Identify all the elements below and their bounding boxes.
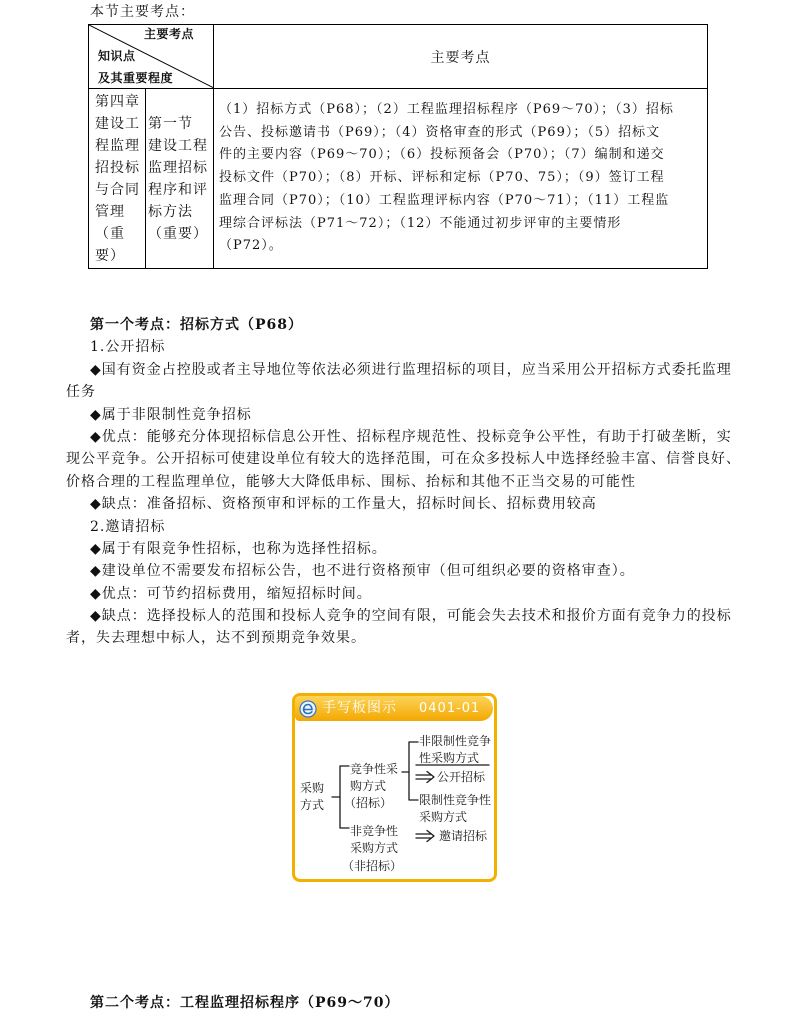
diagram-canvas [292, 693, 497, 882]
chapter-line: 建设工 [95, 115, 140, 132]
paragraph-line: ◆缺点：准备招标、资格预审和评标的工作量大，招标时间长、招标费用较高 [90, 496, 597, 513]
diagram-brace-competitive [402, 742, 418, 800]
diagram-restricted-label: 限制性竞争性 [419, 793, 492, 807]
key-points-line: 理综合评标法（P71～72）；（12）不能通过初步评审的主要情形 [219, 215, 622, 231]
chapter-line: 第四章 [95, 93, 140, 110]
chapter-line: 要） [95, 247, 125, 264]
key-points-line: （1）招标方式（P68）；（2）工程监理招标程序（P69～70）；（3）招标 [219, 101, 674, 117]
chapter-line: 程监理 [95, 137, 140, 154]
key-points-cell [214, 89, 708, 269]
diagram-root-label: 方式 [300, 798, 325, 812]
paragraph-line: ◆优点：能够充分体现招标信息公开性、招标程序规范性、投标竞争公平性，有助于打破垄断，实 [90, 428, 732, 445]
paragraph-line: ◆优点：可节约招标费用，缩短招标时间。 [90, 585, 372, 602]
subheading-open-tender: 1.公开招标 [90, 339, 166, 356]
double-arrow-icon [416, 772, 434, 783]
chapter-line: 与合同 [95, 181, 140, 198]
subheading-invited-tender: 2.邀请招标 [90, 518, 166, 535]
chapter-cell [89, 89, 146, 269]
diagonal-header-cell [89, 25, 214, 89]
diagram-competitive-label: 购方式 [350, 779, 387, 793]
paragraph-line: ◆属于非限制性竞争招标 [90, 406, 252, 423]
diagram-noncompetitive-label: 采购方式 [350, 841, 399, 855]
key-points-line: 件的主要内容（P69～70）；（6）投标预备会（P70）；（7）编制和递交 [219, 147, 665, 163]
key-points-line: 监理合同（P70）；（10）工程监理评标内容（P70～71）；（11）工程监 [219, 192, 670, 208]
section-line: 监理招标 [148, 159, 208, 176]
diagram-open-tender-result: 公开招标 [437, 770, 486, 784]
diagram-noncompetitive-label: （非招标） [342, 859, 403, 873]
diagram-unrestricted-label: 性采购方式 [419, 751, 480, 765]
paragraph-line: 者，失去理想中标人，达不到预期竞争效果。 [66, 630, 366, 647]
table-row [89, 89, 708, 269]
key-points-line: 公告、投标邀请书（P69）；（4）资格审查的形式（P69）；（5）招标文 [219, 124, 661, 140]
section-line: 标方法 [148, 203, 193, 220]
section-line: （重要） [148, 225, 208, 242]
paragraph-line: 价格合理的工程监理单位，能够大大降低串标、围标、抬标和其他不正当交易的可能性 [66, 473, 636, 490]
diagram-code: 0401-01 [419, 701, 481, 716]
key-points-table [88, 24, 708, 269]
diagonal-header-key-points: 主要考点 [144, 27, 195, 41]
paragraph-line: 现公平竞争。公开招标可使建设单位有较大的选择范围，可在众多投标人中选择经验丰富、信誉良好、 [66, 451, 741, 468]
section-2-heading: 第二个考点：工程监理招标程序（P69～70） [90, 995, 400, 1011]
key-points-line: （P72）。 [219, 238, 283, 254]
section-line: 第一节 [148, 115, 193, 132]
diagram-unrestricted-label: 非限制性竞争 [419, 734, 492, 748]
intro-label: 本节主要考点： [90, 4, 195, 20]
handwriting-diagram [292, 693, 497, 882]
section-line: 程序和评 [148, 181, 208, 198]
diagram-competitive-label: （招标） [344, 796, 393, 810]
chapter-line: 管理 [95, 203, 125, 220]
section-1-heading: 第一个考点：招标方式（P68） [90, 317, 304, 333]
paragraph-line: ◆建设单位不需要发布招标公告，也不进行资格预审（但可组织必要的资格审查）。 [90, 563, 635, 580]
diagram-noncompetitive-label: 非竞争性 [350, 824, 399, 838]
diagram-competitive-label: 竞争性采 [350, 762, 399, 776]
section-1-body [66, 314, 756, 650]
paragraph-line: 任务 [66, 384, 96, 401]
header-main-key-points: 主要考点 [214, 25, 708, 89]
paragraph-line: ◆属于有限竞争性招标，也称为选择性招标。 [90, 540, 387, 557]
diagram-invited-tender-result: 邀请招标 [439, 829, 488, 843]
table-header-row [89, 25, 708, 89]
double-arrow-icon [416, 831, 434, 842]
section-line: 建设工程 [148, 137, 208, 154]
diagonal-header-importance: 及其重要程度 [98, 71, 174, 85]
key-points-line: 投标文件（P70）；（8）开标、评标和定标（P70、75）；（9）签订工程 [219, 170, 665, 186]
section-cell [146, 89, 214, 269]
chapter-line: 招投标 [95, 159, 140, 176]
chapter-line: （重 [95, 225, 125, 242]
diagram-title: 手写板图示 [322, 700, 397, 716]
paragraph-line: ◆缺点：选择投标人的范围和投标人竞争的空间有限，可能会失去技术和报价方面有竞争力的投标 [90, 608, 732, 625]
paragraph-line: ◆国有资金占控股或者主导地位等依法必须进行监理招标的项目，应当采用公开招标方式委托监理 [90, 361, 732, 378]
diagram-root-label: 采购 [300, 781, 325, 795]
diagram-restricted-label: 采购方式 [419, 810, 468, 824]
diagonal-header-knowledge-point: 知识点 [98, 49, 136, 63]
